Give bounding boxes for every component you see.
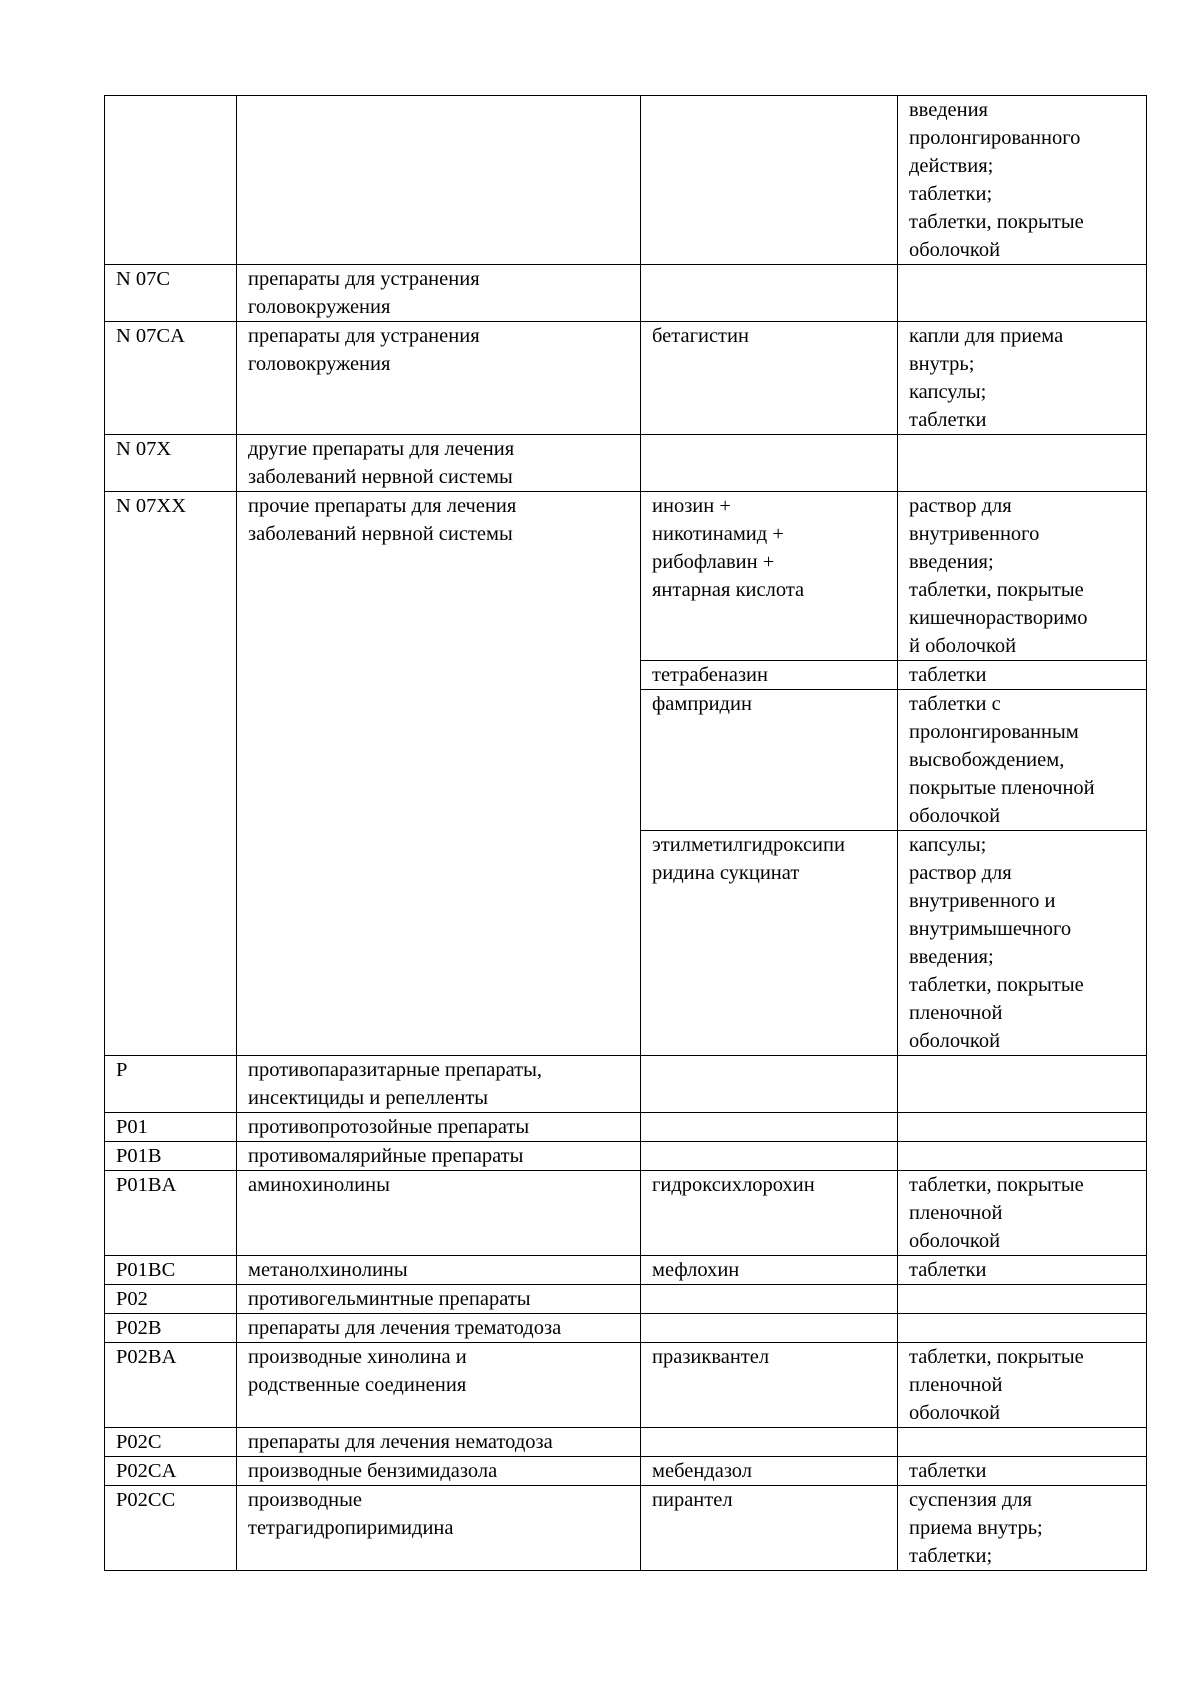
atc-group-name-cell (237, 322, 641, 435)
drug-name-line: ридина сукцинат (652, 862, 800, 884)
atc-code-cell (105, 265, 237, 322)
dosage-form-line: введения; (909, 551, 994, 573)
dosage-form-line: оболочкой (909, 1030, 1001, 1052)
atc-code: P02C (116, 1431, 162, 1453)
drug-name-cell (641, 322, 898, 435)
atc-code: P01 (116, 1116, 148, 1138)
atc-group-name-line: противомалярийные препараты (248, 1145, 524, 1167)
atc-code-cell (105, 1486, 237, 1571)
atc-code: N 07XX (116, 495, 187, 517)
atc-code: P01BA (116, 1174, 177, 1196)
atc-code: N 07X (116, 438, 172, 460)
dosage-form-line: таблетки; (909, 1545, 993, 1567)
dosage-form-cell (898, 661, 1147, 690)
table-row (105, 1457, 1147, 1486)
table-row (105, 1113, 1147, 1142)
atc-group-name-cell (237, 96, 641, 265)
dosage-form-cell (898, 690, 1147, 831)
atc-group-name-cell (237, 1171, 641, 1256)
drug-name-cell (641, 1457, 898, 1486)
dosage-form-line: пролонгированным (909, 721, 1079, 743)
dosage-form-line: оболочкой (909, 805, 1001, 827)
dosage-form-line: оболочкой (909, 1230, 1001, 1252)
drug-name-cell (641, 690, 898, 831)
dosage-form-line: введения (909, 99, 988, 121)
atc-code: P02CA (116, 1460, 177, 1482)
dosage-form-line: внутримышечного (909, 918, 1072, 940)
drug-name-cell (641, 96, 898, 265)
dosage-form-line: суспензия для (909, 1489, 1032, 1511)
atc-group-name-line: заболеваний нервной системы (248, 523, 513, 545)
drug-name-cell (641, 1428, 898, 1457)
dosage-form-line: таблетки с (909, 693, 1001, 715)
drug-name-cell (641, 1314, 898, 1343)
dosage-form-cell (898, 1142, 1147, 1171)
drug-name-line: никотинамид + (652, 523, 784, 545)
atc-group-name-line: производные хинолина и (248, 1346, 467, 1368)
table-row (105, 322, 1147, 435)
drug-name-cell (641, 661, 898, 690)
drug-name-line: мефлохин (652, 1259, 740, 1281)
table-body (105, 96, 1147, 1571)
atc-code: P02 (116, 1288, 148, 1310)
atc-group-name-cell (237, 1486, 641, 1571)
dosage-form-line: приема внутрь; (909, 1517, 1043, 1539)
dosage-form-line: пролонгированного (909, 127, 1081, 149)
dosage-form-line: раствор для (909, 862, 1012, 884)
dosage-form-line: введения; (909, 946, 994, 968)
dosage-form-line: капли для приема (909, 325, 1064, 347)
atc-code: N 07C (116, 268, 171, 290)
atc-group-name-cell (237, 1428, 641, 1457)
dosage-form-cell (898, 1285, 1147, 1314)
dosage-form-line: й оболочкой (909, 635, 1017, 657)
atc-group-name-line: головокружения (248, 296, 391, 318)
atc-group-name-line: препараты для устранения (248, 325, 480, 347)
dosage-form-line: капсулы; (909, 834, 987, 856)
drug-name-cell (641, 492, 898, 661)
atc-group-name-cell (237, 1056, 641, 1113)
dosage-form-line: пленочной (909, 1374, 1003, 1396)
atc-group-name-line: заболеваний нервной системы (248, 466, 513, 488)
atc-group-name-cell (237, 1457, 641, 1486)
dosage-form-line: таблетки (909, 1259, 987, 1281)
atc-group-name-cell (237, 1142, 641, 1171)
drug-name-cell (641, 265, 898, 322)
atc-code: P02B (116, 1317, 162, 1339)
drug-name-line: тетрабеназин (652, 664, 768, 686)
drug-name-line: празиквантел (652, 1346, 770, 1368)
atc-group-name-line: тетрагидропиримидина (248, 1517, 454, 1539)
table-row (105, 96, 1147, 265)
drug-name-cell (641, 1486, 898, 1571)
atc-code: P01B (116, 1145, 162, 1167)
atc-group-name-cell (237, 1285, 641, 1314)
atc-code-cell (105, 96, 237, 265)
dosage-form-line: таблетки, покрытые (909, 211, 1084, 233)
drug-name-cell (641, 1142, 898, 1171)
drug-name-line: янтарная кислота (652, 579, 805, 601)
atc-group-name-line: родственные соединения (248, 1374, 467, 1396)
table-row (105, 1428, 1147, 1457)
table-row (105, 1056, 1147, 1113)
table-row (105, 1343, 1147, 1428)
dosage-form-line: таблетки (909, 664, 987, 686)
drug-name-cell (641, 1056, 898, 1113)
atc-code-cell (105, 435, 237, 492)
dosage-form-cell (898, 1457, 1147, 1486)
dosage-form-line: таблетки, покрытые (909, 579, 1084, 601)
atc-code-cell (105, 1056, 237, 1113)
table-row (105, 1314, 1147, 1343)
atc-code: P (116, 1059, 128, 1081)
drug-name-line: бетагистин (652, 325, 749, 347)
dosage-form-line: таблетки (909, 1460, 987, 1482)
dosage-form-cell (898, 831, 1147, 1056)
atc-code-cell (105, 1142, 237, 1171)
atc-code-cell (105, 492, 237, 1056)
dosage-form-cell (898, 435, 1147, 492)
dosage-form-line: высвобождением, (909, 749, 1065, 771)
dosage-form-cell (898, 492, 1147, 661)
atc-code-cell (105, 1256, 237, 1285)
atc-code: P01BC (116, 1259, 176, 1281)
drug-name-cell (641, 1113, 898, 1142)
drug-name-cell (641, 1343, 898, 1428)
dosage-form-cell (898, 265, 1147, 322)
table-row (105, 1486, 1147, 1571)
drug-name-line: этилметилгидроксипи (652, 834, 845, 856)
atc-group-name-line: противопаразитарные препараты, (248, 1059, 542, 1081)
atc-code-cell (105, 322, 237, 435)
atc-code: P02CC (116, 1489, 176, 1511)
drug-name-cell (641, 1171, 898, 1256)
table-row (105, 265, 1147, 322)
atc-code: N 07CA (116, 325, 185, 347)
atc-group-name-cell (237, 1343, 641, 1428)
dosage-form-cell (898, 96, 1147, 265)
dosage-form-cell (898, 1343, 1147, 1428)
atc-group-name-cell (237, 265, 641, 322)
dosage-form-cell (898, 322, 1147, 435)
dosage-form-line: таблетки; (909, 183, 993, 205)
dosage-form-line: пленочной (909, 1002, 1003, 1024)
atc-group-name-line: производные (248, 1489, 363, 1511)
dosage-form-line: таблетки (909, 409, 987, 431)
dosage-form-line: раствор для (909, 495, 1012, 517)
table-row (105, 1285, 1147, 1314)
atc-group-name-line: головокружения (248, 353, 391, 375)
atc-group-name-cell (237, 1113, 641, 1142)
atc-group-name-line: препараты для лечения трематодоза (248, 1317, 562, 1339)
atc-group-name-line: противопротозойные препараты (248, 1116, 530, 1138)
atc-group-name-cell (237, 492, 641, 1056)
atc-group-name-line: препараты для устранения (248, 268, 480, 290)
atc-code-cell (105, 1314, 237, 1343)
drug-name-cell (641, 435, 898, 492)
dosage-form-line: таблетки, покрытые (909, 1346, 1084, 1368)
dosage-form-line: действия; (909, 155, 994, 177)
drug-name-line: гидроксихлорохин (652, 1174, 815, 1196)
dosage-form-cell (898, 1171, 1147, 1256)
dosage-form-line: пленочной (909, 1202, 1003, 1224)
table-row (105, 492, 1147, 661)
atc-group-name-line: другие препараты для лечения (248, 438, 515, 460)
atc-code-cell (105, 1428, 237, 1457)
dosage-form-line: покрытые пленочной (909, 777, 1095, 799)
table-row (105, 1171, 1147, 1256)
dosage-form-line: внутривенного и (909, 890, 1056, 912)
drug-name-line: рибофлавин + (652, 551, 775, 573)
drug-name-line: пирантел (652, 1489, 733, 1511)
atc-group-name-line: противогельминтные препараты (248, 1288, 531, 1310)
atc-group-name-cell (237, 1256, 641, 1285)
dosage-form-cell (898, 1314, 1147, 1343)
drug-name-line: мебендазол (652, 1460, 753, 1482)
atc-code-cell (105, 1285, 237, 1314)
table-row (105, 435, 1147, 492)
dosage-form-line: оболочкой (909, 239, 1001, 261)
dosage-form-cell (898, 1486, 1147, 1571)
atc-code: P02BA (116, 1346, 177, 1368)
atc-code-cell (105, 1113, 237, 1142)
dosage-form-cell (898, 1113, 1147, 1142)
atc-group-name-line: производные бензимидазола (248, 1460, 498, 1482)
table-row (105, 1256, 1147, 1285)
dosage-form-line: внутривенного (909, 523, 1040, 545)
dosage-form-line: кишечнорастворимо (909, 607, 1088, 629)
drug-name-cell (641, 1285, 898, 1314)
atc-group-name-line: аминохинолины (248, 1174, 390, 1196)
dosage-form-line: таблетки, покрытые (909, 974, 1084, 996)
drug-list-table (104, 95, 1147, 1571)
dosage-form-cell (898, 1256, 1147, 1285)
dosage-form-line: капсулы; (909, 381, 987, 403)
atc-group-name-line: прочие препараты для лечения (248, 495, 517, 517)
atc-code-cell (105, 1171, 237, 1256)
dosage-form-line: внутрь; (909, 353, 975, 375)
atc-group-name-line: инсектициды и репелленты (248, 1087, 489, 1109)
drug-name-line: инозин + (652, 495, 731, 517)
drug-name-cell (641, 831, 898, 1056)
drug-name-cell (641, 1256, 898, 1285)
atc-group-name-cell (237, 1314, 641, 1343)
drug-name-line: фампридин (652, 693, 752, 715)
dosage-form-line: таблетки, покрытые (909, 1174, 1084, 1196)
atc-group-name-line: метанолхинолины (248, 1259, 408, 1281)
atc-code-cell (105, 1457, 237, 1486)
atc-group-name-cell (237, 435, 641, 492)
atc-group-name-line: препараты для лечения нематодоза (248, 1431, 553, 1453)
dosage-form-cell (898, 1428, 1147, 1457)
table-row (105, 1142, 1147, 1171)
dosage-form-line: оболочкой (909, 1402, 1001, 1424)
atc-code-cell (105, 1343, 237, 1428)
dosage-form-cell (898, 1056, 1147, 1113)
